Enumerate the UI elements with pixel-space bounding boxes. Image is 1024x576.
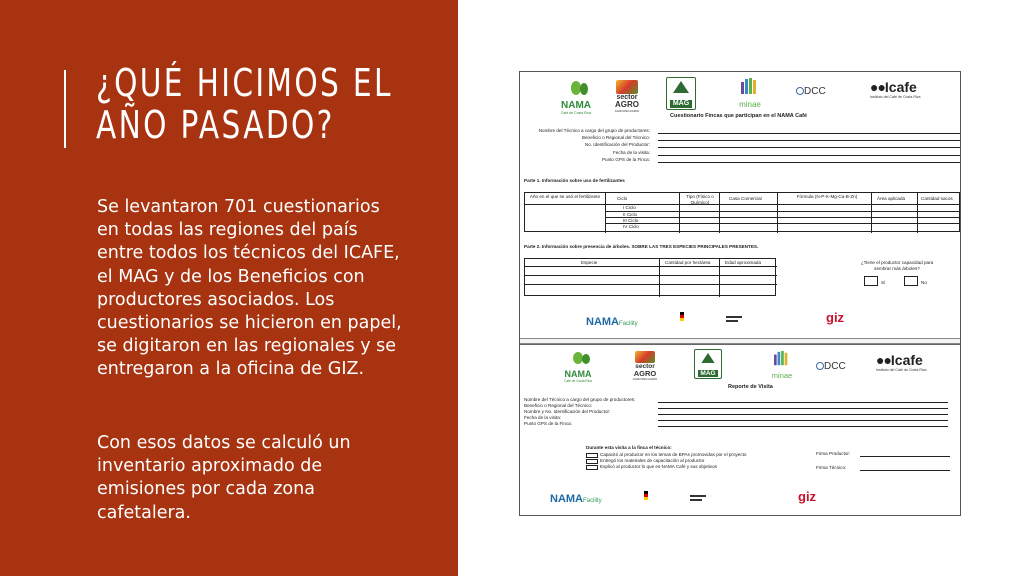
nama-facility-logo-2: NAMAFacility xyxy=(550,493,602,505)
dcc-logo-2: DCC xyxy=(816,361,860,372)
accent-line xyxy=(64,70,66,148)
nama-cafe-logo-2: NAMA Café de Costa Rica xyxy=(558,351,598,383)
form2-field-gps: Punto GPS de la Finca: xyxy=(524,421,573,426)
form1-title: Cuestionario Fincas que participan en el NAMA Café xyxy=(670,113,808,119)
more-trees-question: ¿Tiene el productor capacidad para sembrar más árboles? xyxy=(860,260,934,271)
form2-field-beneficio: Beneficio o Regional del Técnico: xyxy=(524,403,593,408)
cycle-2: II Ciclo xyxy=(623,211,638,217)
minae-hand-icon xyxy=(771,351,793,367)
form1-field-gps: Punto GPS de la Finca: xyxy=(601,157,650,162)
col-cycle: Ciclo xyxy=(617,196,628,201)
questionnaire-image xyxy=(519,71,961,516)
form1-field-date: Fecha de la visita: xyxy=(612,150,650,155)
during-visit-heading: Durante esta visita a la finca el técnico: xyxy=(586,445,672,450)
minae-logo-2: minae xyxy=(762,351,802,380)
form2-field-date: Fecha de la visita: xyxy=(524,415,562,420)
coffee-leaf-icon xyxy=(558,351,598,365)
fertilizer-table xyxy=(524,192,960,232)
checkbox-no[interactable] xyxy=(904,276,918,286)
checkbox-materiales[interactable] xyxy=(586,459,598,464)
mag-logo: MAG xyxy=(666,77,696,110)
col-year: Año en el que se usó el fertilizante xyxy=(529,194,601,199)
nama-facility-logo: NAMAFacility xyxy=(586,316,638,328)
icafe-logo: ●●Icafe Instituto del Café de Costa Rica xyxy=(870,79,921,99)
col-species: Especie xyxy=(581,260,598,265)
check-nama: Explicó al productor lo que es NAMA Café y sus objetivos xyxy=(600,464,717,469)
german-ministry-logo-2 xyxy=(644,491,666,505)
dcc-logo: DCC xyxy=(796,86,840,97)
paragraph-cuestionarios: Se levantaron 701 cuestionarios en todas las regiones del país entre todos los técnicos del ICAFE, el MAG y de los Beneficios con productores asociados. Los cuestionarios se hicieron en papel, se digitaron en las regionales y se entregaron a la oficina de GIZ. xyxy=(97,197,402,380)
cycle-4: IV Ciclo xyxy=(623,223,639,229)
cycle-1: I Ciclo xyxy=(623,205,636,210)
form2-title: Reporte de Visita xyxy=(728,384,773,390)
col-type: Tipo (Físico o Químico) xyxy=(686,194,714,205)
uk-logo-2 xyxy=(690,491,712,505)
checkbox-capacitacion[interactable] xyxy=(586,453,598,458)
sector-agro-emblem xyxy=(635,351,655,363)
section1-heading: Parte 1. Información sobre uso de fertilizantes xyxy=(524,178,625,183)
technician-signature-label: Firma Técnico: xyxy=(816,465,847,470)
mag-logo-2: MAG xyxy=(694,349,722,379)
questionnaire-form xyxy=(520,72,960,338)
form1-field-id: No. Identificación del Productor: xyxy=(584,142,650,147)
dcc-circle-icon xyxy=(816,362,824,370)
section2-heading: Parte 2. Información sobre presencia de árboles. SOBRE LAS TRES ESPECIES PRINCIPALES PRESENTES. xyxy=(524,244,759,249)
visit-report-form xyxy=(520,344,960,516)
check-materiales: Entregó los materiales de capacitación al productor xyxy=(600,458,705,463)
checkbox-yes[interactable] xyxy=(864,276,878,286)
label-no: No xyxy=(921,280,927,285)
col-bags: Cantidad sacos xyxy=(921,196,953,201)
label-yes: Sí xyxy=(881,280,886,285)
col-area: Área aplicada xyxy=(877,196,906,201)
giz-logo: giz xyxy=(826,310,845,325)
producer-signature-label: Firma Productor: xyxy=(816,451,851,456)
col-age: Edad aproximada xyxy=(725,260,762,265)
form1-field-technician: Nombre del Técnico a cargo del grupo de productores: xyxy=(538,128,650,133)
minae-logo: minae xyxy=(730,78,770,109)
col-qty-ha: Cantidad por hectárea xyxy=(665,260,711,265)
dcc-circle-icon xyxy=(796,87,804,95)
sector-agro-logo-2: sector AGRO AGROPECUARIO xyxy=(630,351,660,381)
col-brand: Casa Comercial xyxy=(729,196,762,201)
slide-title xyxy=(96,61,393,147)
form2-field-technician: Nombre del Técnico a cargo del grupo de productores: xyxy=(524,397,636,402)
nama-cafe-logo: NAMA Café de Costa Rica xyxy=(556,80,596,115)
form1-field-beneficio: Beneficio o Regional del Técnico: xyxy=(581,135,650,140)
minae-hand-icon xyxy=(738,78,762,96)
check-capacitacion: Capacitó al productor en los temas de BPAs promovidas por el proyecto xyxy=(600,452,747,457)
checkbox-nama[interactable] xyxy=(586,465,598,470)
coffee-leaf-icon xyxy=(556,80,596,96)
icafe-logo-2: ●●Icafe Instituto del Café de Costa Rica xyxy=(876,352,927,372)
paragraph-inventario: Con esos datos se calculó un inventario aproximado de emisiones por cada zona cafetalera. xyxy=(97,433,351,523)
icafe-beans-icon: ●● xyxy=(870,79,885,95)
slide-title-line2: AÑO PASADO? xyxy=(96,103,335,147)
col-formula: Fórmula (N-P-K-Mg-Ca-B-Zn) xyxy=(796,194,858,199)
giz-logo-2: giz xyxy=(798,489,817,504)
sector-agro-emblem xyxy=(616,80,638,94)
trees-table xyxy=(524,258,776,296)
cycle-3: III Ciclo xyxy=(623,217,639,223)
uk-logo xyxy=(726,312,748,326)
form2-field-producer: Nombre y No. Identificación del Productor: xyxy=(524,409,611,414)
slide-title-line1: ¿QUÉ HICIMOS EL xyxy=(96,61,393,105)
german-ministry-logo xyxy=(680,312,702,326)
icafe-beans-icon: ●● xyxy=(876,352,891,368)
mag-triangle-icon xyxy=(701,353,715,363)
mag-triangle-icon xyxy=(673,81,689,93)
sector-agro-logo: sector AGRO AGROPECUARIO xyxy=(612,80,642,113)
